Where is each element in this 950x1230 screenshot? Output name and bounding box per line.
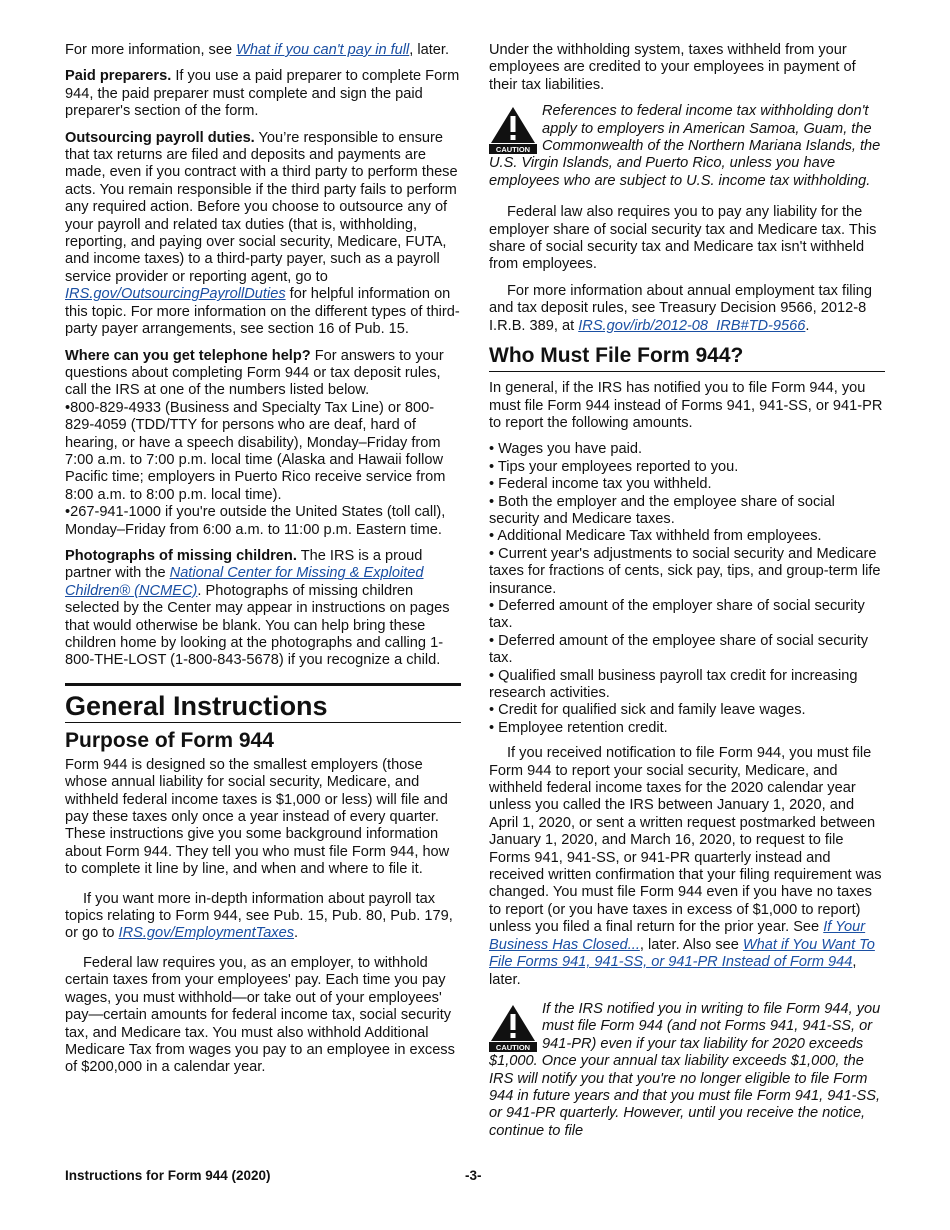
irb-link[interactable]: IRS.gov/irb/2012-08_IRB#TD-9566 xyxy=(578,317,806,334)
purpose-heading: Purpose of Form 944 xyxy=(65,728,274,752)
caution-note-1 xyxy=(489,103,885,190)
footer-title: Instructions for Form 944 (2020) xyxy=(65,1168,271,1183)
amounts-list xyxy=(489,441,885,737)
outsourcing-link[interactable]: IRS.gov/OutsourcingPayrollDuties xyxy=(65,286,286,303)
list-item: • Both the employer and the employee share of social security and Medicare taxes. xyxy=(489,493,835,527)
caution-text-2: If the IRS notified you in writing to file Form 944, you must file Form 944 (and not Forms 941, 941-SS, or 941-PR) even if your tax liability for 2020 exceeds $1,000. Once your annual tax liability exceeds $1,000, the IRS will notify you that you're no longer eligible to file Form 944 in future years and that you must file Form 941, 941-SS, or 941-PR quarterly. However, until you receive the notice, continue to file xyxy=(489,1000,881,1139)
more-info-paragraph: For more information, see What if you can't pay in full, later. xyxy=(65,42,450,58)
svg-text:CAUTION: CAUTION xyxy=(495,145,531,155)
telephone-bullet-1: •800-829-4933 (Business and Specialty Tax Line) or 800-829-4059 (TDD/TTY for persons who are deaf, hard of hearing, or have a speech disability), Monday–Friday from 7:00 a.m. to 7:00 p.m. local time (Alaska and Hawaii follow Pacific time; employers in Puerto Rico receive service from 8:00 a.m. to 8:00 p.m. local time). xyxy=(65,399,446,503)
annual-filing-paragraph: For more information about annual employment tax filing and tax deposit rules, see Treasury Decision 9566, 2012-8 I.R.B. 389, at IRS.gov/irb/2012-08_IRB#TD-9566. xyxy=(489,282,873,334)
list-item: • Tips your employees reported to you. xyxy=(489,458,739,475)
page-footer xyxy=(65,1168,885,1183)
telephone-bullet-2: •267-941-1000 if you're outside the United States (toll call), Monday–Friday from 6:00 a.m. to 11:00 p.m. Eastern time. xyxy=(65,504,446,538)
svg-text:CAUTION: CAUTION xyxy=(495,1042,531,1052)
list-item: • Credit for qualified sick and family leave wages. xyxy=(489,702,806,719)
telephone-paragraph: Where can you get telephone help? For answers to your questions about completing Form 944 or tax deposit rules, call the IRS at one of the numbers listed below. xyxy=(65,347,444,399)
general-instructions-heading: General Instructions xyxy=(65,683,461,722)
right-column xyxy=(489,42,885,1140)
list-item: • Deferred amount of the employee share of social security tax. xyxy=(489,632,869,667)
paid-preparers-paragraph: Paid preparers. If you use a paid preparer to complete Form 944, the paid preparer must complete and sign the paid preparer's section of the form. xyxy=(65,68,460,120)
list-item: • Additional Medicare Tax withheld from employees. xyxy=(489,528,822,545)
business-closed-link[interactable]: If Your Business Has Closed... xyxy=(489,919,866,953)
caution-icon xyxy=(489,105,537,155)
caution-icon xyxy=(489,1003,537,1053)
who-must-file-heading: Who Must File Form 944? xyxy=(489,344,885,372)
list-item: • Employee retention credit. xyxy=(489,719,668,736)
cant-pay-link[interactable]: What if you can't pay in full xyxy=(236,42,410,58)
federal-law-paragraph: Federal law also requires you to pay any liability for the employer share of social security tax and Medicare tax. This share of social security tax and Medicare tax isn't withheld from employees. xyxy=(489,204,877,273)
purpose-paragraph-2: If you want more in-depth information about payroll tax topics relating to Form 944, see Pub. 15, Pub. 80, Pub. 179, or go to IRS.gov/EmploymentTaxes. xyxy=(65,890,453,942)
ncmec-link[interactable]: National Center for Missing & Exploited Children® (NCMEC) xyxy=(65,565,424,599)
page-number: -3- xyxy=(465,1168,482,1183)
employment-taxes-link[interactable]: IRS.gov/EmploymentTaxes xyxy=(118,925,295,942)
purpose-paragraph-3: Federal law requires you, as an employer, to withhold certain taxes from your employees' pay. Each time you pay wages, you must withhold—or take out of your employees' pay—certain amounts for federal income tax, social security tax, and Medicare tax. You must also withhold Additional Medicare Tax from wages you pay to an employee in excess of $200,000 in a calendar year. xyxy=(65,954,455,1076)
list-item: • Federal income tax you withheld. xyxy=(489,476,712,493)
heading-divider xyxy=(65,722,461,723)
caution-note-2 xyxy=(489,1001,885,1140)
withholding-system-paragraph: Under the withholding system, taxes withheld from your employees are credited to your employees in payment of their tax liabilities. xyxy=(489,42,856,93)
outsourcing-paragraph: Outsourcing payroll duties. You’re responsible to ensure that tax returns are filed and deposits and payments are made, even if you contract with a third party to perform these acts. You remain responsible if the third party fails to perform any required action. Before you choose to outsource any of your payroll and related tax duties (that is, withholding, reporting, and paying over social security, Medicare, FUTA, and income taxes) to a third-party payer, such as a payroll service provider or reporting agent, go to IRS.gov/OutsourcingPayrollDuties for helpful information on this topic. For more information on the different types of third-party payer arrangements, see section 16 of Pub. 15. xyxy=(65,129,460,338)
missing-children-paragraph: Photographs of missing children. The IRS is a proud partner with the National Center for Missing & Exploited Children® (NCMEC). Photographs of missing children selected by the Center may appear in instructions on pages that would otherwise be blank. You can help bring these children home by looking at the photographs and calling 1-800-THE-LOST (1-800-843-5678) if you recognize a child. xyxy=(65,547,450,669)
left-column xyxy=(65,42,461,1077)
list-item: • Current year's adjustments to social security and Medicare taxes for fractions of cents, sick pay, tips, and group-term life insurance. xyxy=(489,545,881,597)
notification-paragraph: If you received notification to file Form 944, you must file Form 944 to report your social security, Medicare, and withheld federal income taxes for the 2020 calendar year unless you called the IRS between January 1, 2020, and April 1, 2020, or sent a written request postmarked between January 1, 2020, and March 16, 2020, to request to file Forms 941, 941-SS, or 941-PR quarterly instead and received written confirmation that your filing requirement was changed. You must file Form 944 even if you have no taxes to report (or you have taxes in excess of $1,000 to report) unless you filed a final return for the prior year. See If Your Business Has Closed..., later. Also see What if You Want To File Forms 941, 941-SS, or 941-PR Instead of Form 944, later. xyxy=(489,745,882,988)
list-item: • Wages you have paid. xyxy=(489,441,643,458)
list-item: • Qualified small business payroll tax credit for increasing research activities. xyxy=(489,667,858,701)
file-941-instead-link[interactable]: What if You Want To File Forms 941, 941-SS, or 941-PR Instead of Form 944 xyxy=(489,936,875,971)
caution-text-1: References to federal income tax withholding don't apply to employers in American Samoa, Guam, the Commonwealth of the Northern Mariana Islands, the U.S. Virgin Islands, and Puerto Rico, unless you have employees who are subject to U.S. income tax withholding. xyxy=(489,103,881,189)
who-must-file-intro: In general, if the IRS has notified you to file Form 944, you must file Form 944 instead of Forms 941, 941-SS, or 941-PR to report the following amounts. xyxy=(489,380,883,431)
list-item: • Deferred amount of the employer share of social security tax. xyxy=(489,597,865,632)
purpose-paragraph-1: Form 944 is designed so the smallest employers (those whose annual liability for social security, Medicare, and withheld federal income taxes is $1,000 or less) will file and pay these taxes only once a year instead of every quarter. These instructions give you some background information about Form 944. They tell you who must file Form 944, how to complete it line by line, and when and where to file it. xyxy=(65,756,450,878)
